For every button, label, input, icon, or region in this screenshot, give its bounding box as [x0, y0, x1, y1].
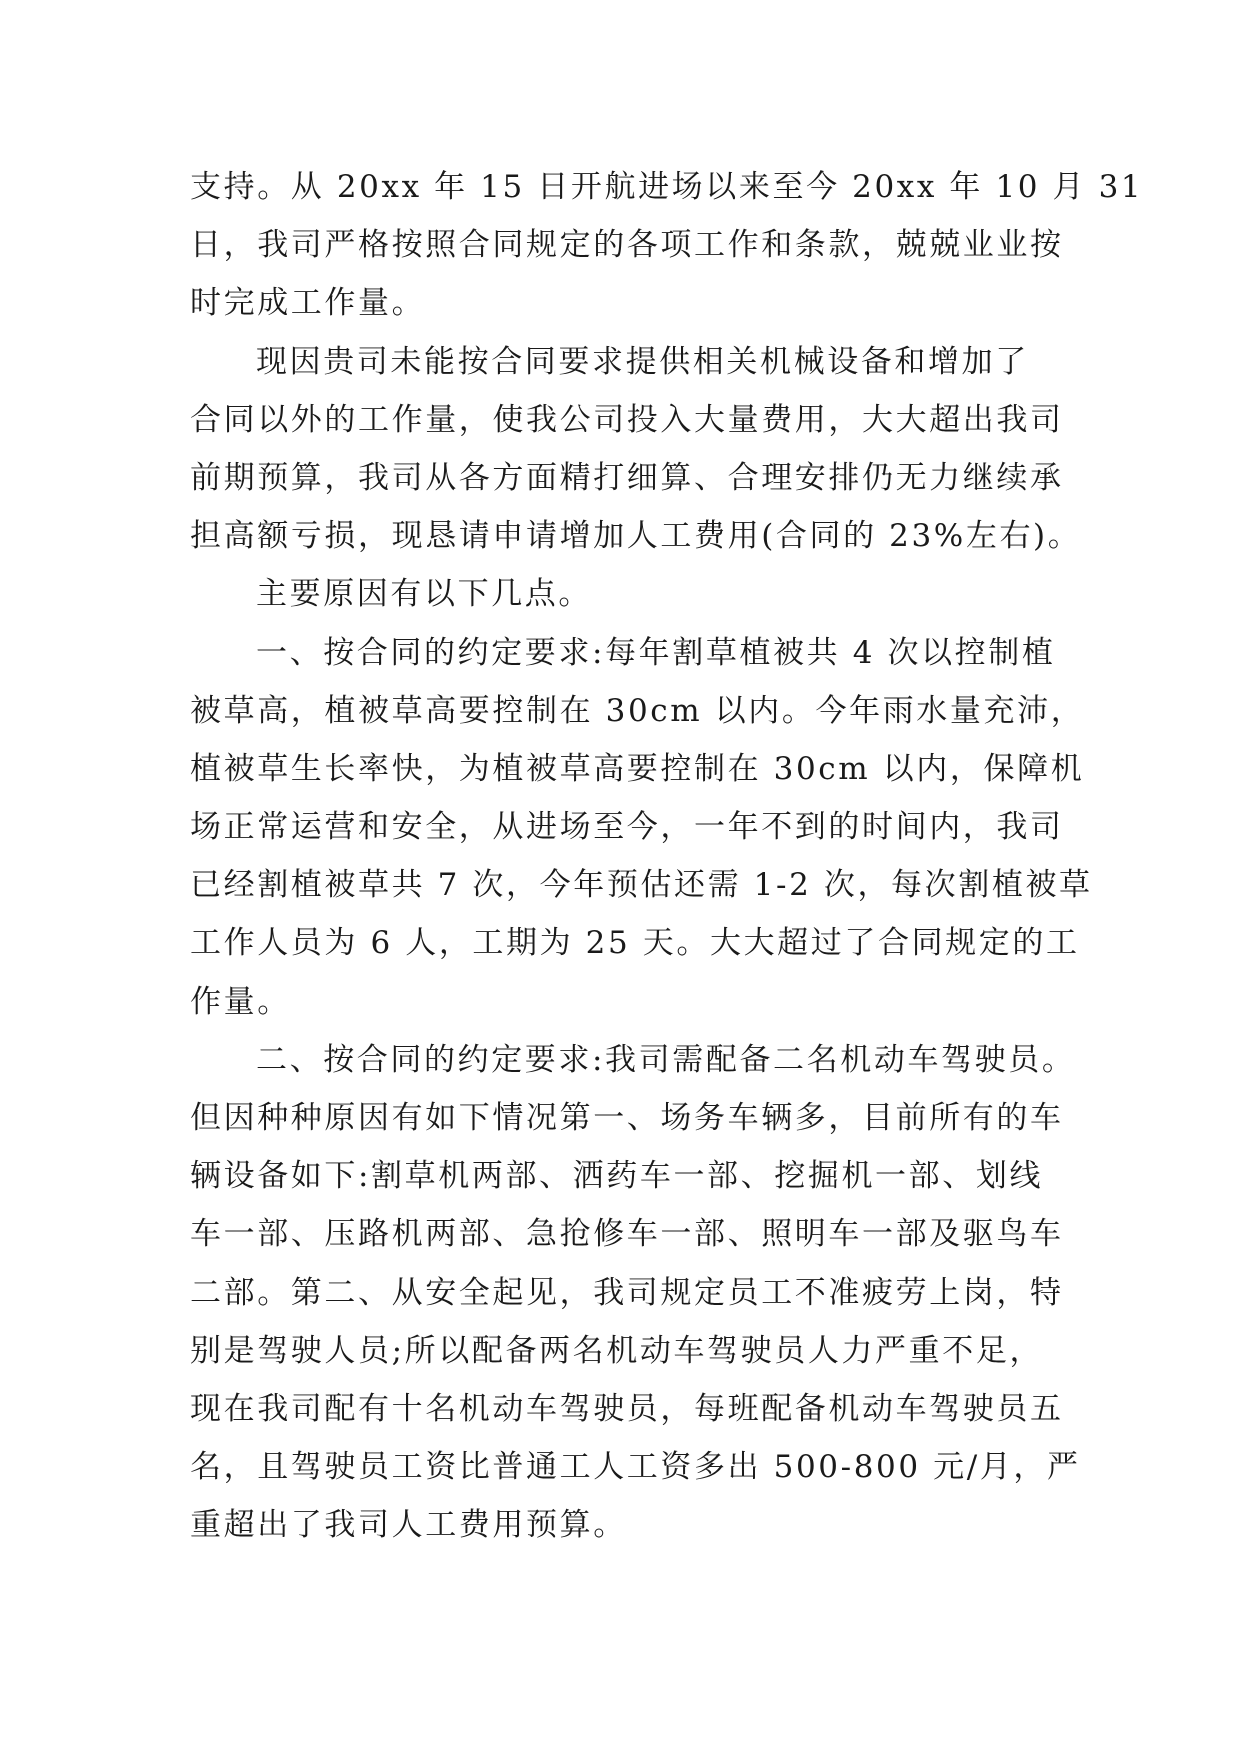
text-line: 现因贵司未能按合同要求提供相关机械设备和增加了	[256, 343, 1029, 380]
text-line: 前期预算，我司从各方面精打细算、合理安排仍无力继续承	[190, 459, 1064, 496]
text-line: 已经割植被草共 7 次，今年预估还需 1-2 次，每次割植被草	[190, 867, 1093, 904]
document-body	[190, 158, 1144, 1555]
text-line: 二部。第二、从安全起见，我司规定员工不准疲劳上岗，特	[190, 1274, 1064, 1311]
text-line: 工作人员为 6 人，工期为 25 天。大大超过了合同规定的工	[190, 925, 1080, 962]
text-line: 植被草生长率快，为植被草高要控制在 30cm 以内，保障机	[190, 750, 1085, 787]
text-line: 别是驾驶人员;所以配备两名机动车驾驶员人力严重不足，	[190, 1332, 1044, 1369]
text-line: 名，且驾驶员工资比普通工人工资多出 500-800 元/月，严	[190, 1449, 1081, 1486]
text-line: 被草高，植被草高要控制在 30cm 以内。今年雨水量充沛，	[190, 692, 1085, 729]
text-line: 合同以外的工作量，使我公司投入大量费用，大大超出我司	[190, 401, 1064, 438]
text-line: 日，我司严格按照合同规定的各项工作和条款，兢兢业业按	[190, 227, 1064, 264]
text-line: 时完成工作量。	[190, 285, 426, 322]
text-line: 一、按合同的约定要求:每年割草植被共 4 次以控制植	[256, 634, 1056, 671]
text-line: 重超出了我司人工费用预算。	[190, 1507, 627, 1544]
text-line: 主要原因有以下几点。	[256, 576, 592, 613]
text-line: 支持。从 20xx 年 15 日开航进场以来至今 20xx 年 10 月 31	[190, 169, 1144, 205]
text-line: 车一部、压路机两部、急抢修车一部、照明车一部及驱鸟车	[190, 1216, 1064, 1253]
text-line: 但因种种原因有如下情况第一、场务车辆多，目前所有的车	[190, 1100, 1064, 1136]
text-line: 二、按合同的约定要求:我司需配备二名机动车驾驶员。	[256, 1041, 1076, 1078]
text-line: 场正常运营和安全，从进场至今，一年不到的时间内，我司	[190, 809, 1064, 846]
text-line: 辆设备如下:割草机两部、洒药车一部、挖掘机一部、划线	[190, 1158, 1044, 1195]
text-line: 现在我司配有十名机动车驾驶员，每班配备机动车驾驶员五	[190, 1390, 1064, 1427]
text-line: 作量。	[190, 983, 291, 1020]
text-line: 担高额亏损，现恳请申请增加人工费用(合同的 23%左右)。	[190, 518, 1082, 555]
